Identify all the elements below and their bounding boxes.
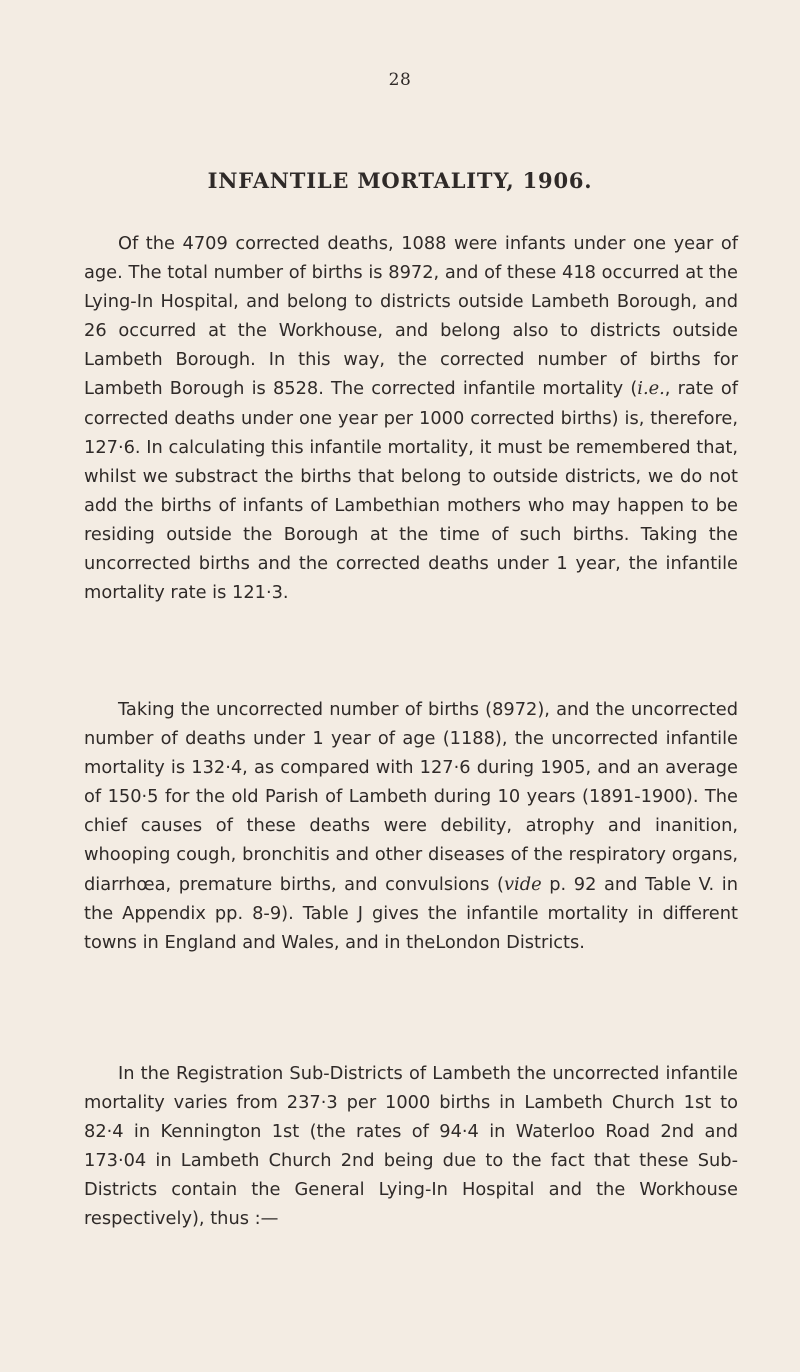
paragraph-1-text-a: Of the 4709 corrected deaths, 1088 were infants under one year of age. The total number of births is 8972, and of these 418 occurred at the Lying-In Hospital, and belong to districts outside Lambeth Borough, and 26 occurred at the Workhouse, and belong also to districts outside Lambeth Borough. In this way, the corrected number of births for Lambeth Borough is 8528. The corrected infantile mortality ( [84,233,738,400]
paragraph-2 [84,695,738,957]
paragraph-2-text-b: p. 92 and Table V. in the Appendix pp. 8-9). Table J gives the infantile mortality in different towns in England and Wales, and in theLondon Districts. [84,873,738,953]
page-number: 28 [388,70,412,90]
paragraph-3-text: In the Registration Sub-Districts of Lambeth the uncorrected infantile mortality varies from 237·3 per 1000 births in Lambeth Church 1st to 82·4 in Kennington 1st (the rates of 94·4 in Waterloo Road 2nd and 173·04 in Lambeth Church 2nd being due to the fact that these Sub-Districts contain the General Lying-In Hospital and the Workhouse respectively), thus :— [84,1063,738,1230]
paragraph-1-text-b: , rate of corrected deaths under one year per 1000 corrected births) is, therefore, 127·6. In calculating this infantile mortality, it must be remembered that, whilst we substract the births that belong to outside districts, we do not add the births of infants of Lambethian mothers who may happen to be residing outside the Borough at the time of such births. Taking the uncorrected births and the corrected deaths under 1 year, the infantile mortality rate is 121·3. [84,378,739,604]
page-title: INFANTILE MORTALITY, 1906. [207,168,593,193]
paragraph-2-text-a: Taking the uncorrected number of births (8972), and the uncorrected number of deaths under 1 year of age (1188), the uncorrected infantile mortality is 132·4, as compared with 127·6 during 1905, and an average of 150·5 for the old Parish of Lambeth during 10 years (1891-1900). The chief causes of these deaths were debility, atrophy and inanition, whooping cough, bronchitis and other diseases of the respiratory organs, diarrhœa, premature births, and convulsions ( [84,699,738,895]
paragraph-2-italic-vide: vide [503,873,542,895]
paragraph-1 [84,229,738,607]
paragraph-1-italic-ie: i.e. [637,378,665,400]
paragraph-3 [84,1059,738,1234]
